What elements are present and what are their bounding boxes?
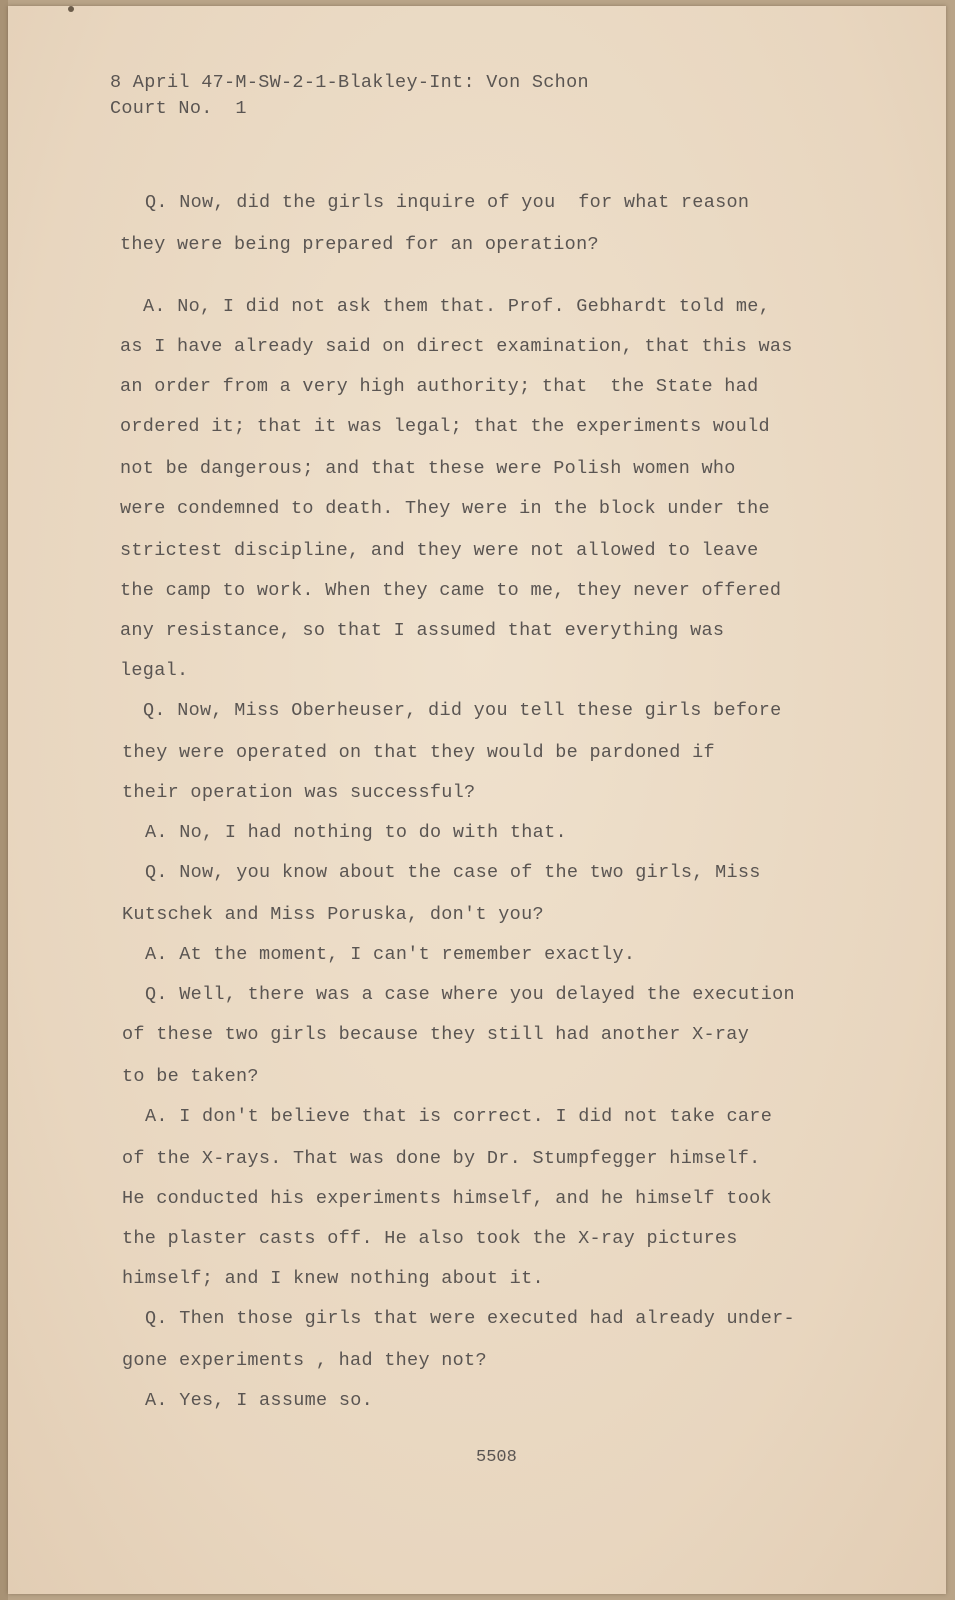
transcript-line: their operation was successful? [122,782,476,803]
transcript-line: He conducted his experiments himself, and he himself took [122,1188,772,1209]
transcript-line: strictest discipline, and they were not allowed to leave [120,540,759,561]
transcript-line: were condemned to death. They were in the block under the [120,498,770,519]
transcript-line: the camp to work. When they came to me, they never offered [120,580,782,601]
header-case-line: 8 April 47-M-SW-2-1-Blakley-Int: Von Schon [110,72,589,93]
transcript-line: Kutschek and Miss Poruska, don't you? [122,904,544,925]
transcript-line: to be taken? [122,1066,259,1087]
binding-mark [68,6,74,12]
transcript-line: of the X-rays. That was done by Dr. Stumpfegger himself. [122,1148,761,1169]
transcript-line: A. No, I had nothing to do with that. [145,822,567,843]
transcript-line: any resistance, so that I assumed that everything was [120,620,725,641]
transcript-line: they were being prepared for an operation? [120,234,599,255]
transcript-line: they were operated on that they would be pardoned if [122,742,715,763]
transcript-line: as I have already said on direct examination, that this was [120,336,793,357]
header-court-line: Court No. 1 [110,98,247,119]
transcript-line: A. No, I did not ask them that. Prof. Gebhardt told me, [143,296,771,317]
transcript-line: Q. Now, you know about the case of the two girls, Miss [145,862,761,883]
transcript-line: not be dangerous; and that these were Polish women who [120,458,736,479]
transcript-line: Q. Now, Miss Oberheuser, did you tell these girls before [143,700,782,721]
transcript-line: A. At the moment, I can't remember exactly. [145,944,636,965]
transcript-line: himself; and I knew nothing about it. [122,1268,544,1289]
page-number: 5508 [476,1448,517,1467]
transcript-line: Q. Now, did the girls inquire of you for what reason [145,192,750,213]
transcript-line: gone experiments , had they not? [122,1350,487,1371]
transcript-line: A. Yes, I assume so. [145,1390,374,1411]
transcript-line: an order from a very high authority; that the State had [120,376,759,397]
transcript-line: the plaster casts off. He also took the X-ray pictures [122,1228,738,1249]
transcript-line: legal. [120,660,189,681]
transcript-line: Q. Well, there was a case where you delayed the execution [145,984,795,1005]
transcript-line: A. I don't believe that is correct. I did not take care [145,1106,773,1127]
transcript-line: ordered it; that it was legal; that the experiments would [120,416,770,437]
transcript-line: Q. Then those girls that were executed had already under- [145,1308,795,1329]
scan-background-edge [0,0,8,1600]
transcript-line: of these two girls because they still had another X-ray [122,1024,750,1045]
